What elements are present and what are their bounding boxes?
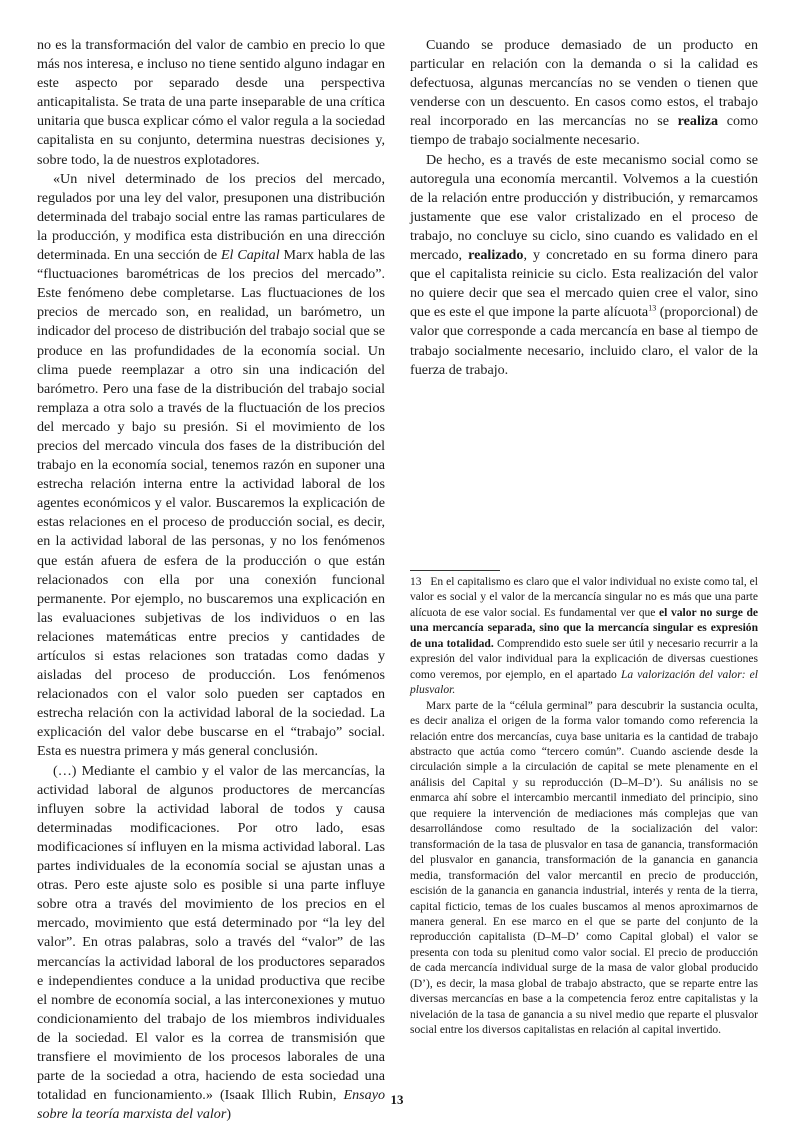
page-number: 13 (390, 1092, 404, 1107)
quote-paragraph: «Un nivel determinado de los precios del mercado, regulados por una ley del valor, presuponen una distribución determinada del trabajo social entre las ramas particulares de la producción, y modifica esta distribución en una dirección determinada. En una sección de El Capital Marx habla de las “fluctuaciones barométricas de los precios del mercado”. Este fenómeno debe completarse. Las fluctuaciones de los precios de mercado son, en realidad, un barómetro, un indicador del proceso de distribución del trabajo social que se produce en las profundidades de la economía social. Un clima puede reemplazar a otro sin una indicación del barómetro. Pero una fase de la distribución del trabajo social remplaza a otra solo a través de la fluctuación de los precios del mercado y bajo su presión. Si el movimiento de los precios del mercado vincula dos fases de la distribución del trabajo en la economía social, tenemos razón en suponer una estrecha relación interna entre la actividad laboral de los agentes económicos y el valor. Buscaremos la explicación de estas relaciones en el proceso de producción social, es decir, en la actividad laboral de las personas, y no los fenómenos que están afuera de esfera de la producción o que están relacionados con ella por una conexión funcional permanente. Por ejemplo, no buscaremos una explicación en las evaluaciones subjetivas de los individuos o en las relaciones matemáticas entre precios y cantidades de artículos si estas relaciones son tratadas como dadas y aisladas del proceso de producción. Los fenómenos relacionados con el valor solo pueden ser captados en estrecha relación con la actividad laboral de la sociedad. La explicación del valor debe buscarse en el “trabajo” social. Esta es nuestra primera y más general conclusión. (37, 170, 385, 760)
footnote-number: 13 (410, 576, 422, 588)
left-column (37, 36, 385, 1124)
book-title: El Capital (220, 247, 280, 264)
footnote-paragraph: Marx parte de la “célula germinal” para descubrir la sustancia oculta, es decir analiza el origen de la forma valor tomando como referencia la relación entre dos mercancías, cuya base unitaria es la cantidad de trabajo abstracto que actúa como “tercero común”. Cuando asciende desde la circulación simple a la circulación de capital se mete plenamente en el análisis del Capital y su reproducción (D–M–D’). Su análisis no se enmarca ahí sobre el intercambio mercantil inmediato del principio, sino que requiere la intervención de mediaciones más complejas que van desarrollándose como resultado de la socialización del valor: transformación de la tasa de plusvalor en tasa de ganancia, transformación del plusvalor en ganancia, transformación de la ganancia en ganancia media, transformación del valor mercantil en precio de producción, escisión de la ganancia en ganancia industrial, interés y renta de la tierra, capital ficticio, temas de los cuales buscamos al menos aproximarnos de manera general. En ese marco en el que se parte del conjunto de la reproducción capitalista (D–M–D’ como Capital global) el valor se presenta con toda su plenitud como valor social. El precio de producción de cada mercancía individual surge de la masa de valor global producido (D’), es decir, la masa global de trabajo abstracto, que se reparte entre las diversas mercancías en base a la competencia feroz entre capitalistas y la nivelación de la tasa de ganancia a su nivel medio que reparte el plusvalor social entre los diversos capitalistas en relación al capital invertido. (410, 699, 758, 1037)
quote-paragraph: (…) Mediante el cambio y el valor de las mercancías, la actividad laboral de algunos productores de mercancías influyen sobre la actividad laboral de todos y causa determinadas modificaciones. Por otro lado, esas modificaciones sí influyen en la misma actividad laboral. Las partes individuales de la economía social se ajustan unas a otras. Pero este ajuste solo es posible si una parte influye sobre otra a través del movimiento de los precios en el mercado, movimiento que está determinado por “la ley del valor”. En otras palabras, solo a través del “valor” de las mercancías la actividad laboral de los productores separados e independientes conduce a la unidad productiva que recibe el nombre de economía social, a las interconexiones y mutuo condicionamiento del trabajo de los miembros individuales de la sociedad. El valor es la correa de transmisión que transfiere el movimiento de los procesos laborales de una parte de la sociedad a otra, haciendo de esta sociedad una totalidad en funcionamiento.» (Isaak Illich Rubin, Ensayo sobre la teoría marxista del valor) (37, 762, 385, 1123)
footnote: 13 En el capitalismo es claro que el valor individual no existe como tal, el valor es social y el valor de la mercancía singular no es más que una parte alícuota de ese valor social. Es fundamental ver que el valor no surge de una mercancía separada, sino que la mercancía singular es expresión de una totalidad. Comprendido esto suele ser útil y necesario recurrir a la expresión del valor individual para la explicación de diversas cuestiones como veremos, por ejemplo, en el apartado La valorización del valor: el plusvalor. (410, 576, 758, 697)
footnote-separator (410, 570, 500, 571)
body-paragraph: no es la transformación del valor de cambio en precio lo que más nos interesa, e incluso no tiene sentido alguno indagar en este aspecto por separado desde una perspectiva anticapitalista. Se trata de una parte inseparable de una crítica unitaria que busca explicar cómo el valor regula a la sociedad capitalista en su conjunto, determina nuestras decisiones y, sobre todo, la de nuestros explotadores. (37, 37, 385, 168)
body-paragraph: De hecho, es a través de este mecanismo social como se autoregula una economía mercantil. Volvemos a la cuestión de la relación entre producción y distribución, y remarcamos justamente que ese valor cristalizado en el proceso de trabajo, no concluye su ciclo, sino cuando es validado en el mercado, realizado, y concretado en su forma dinero para que el capitalista reinicie su ciclo. Esta realización del valor no quiere decir que sea el mercado quien cree el valor, sino que es este el que impone la parte alícuota$^{13}$ (proporcional) de valor que corresponde a cada mercancía en base al tiempo de trabajo socialmente necesario, incluido claro, el valor de la fuerza de trabajo. (410, 151, 758, 378)
footnotes (410, 575, 758, 1039)
footnote-reference[interactable]: 13 (648, 303, 657, 313)
book-title: Ensayo sobre la teoría marxista del valor (37, 1087, 385, 1123)
body-paragraph: Cuando se produce demasiado de un producto en particular en relación con la demanda o si la calidad es defectuosa, algunas mercancías no se venden o tienen que venderse con un descuento. En casos como estos, el trabajo real incorporado en las mercancías no se realiza como tiempo de trabajo socialmente necesario. (410, 37, 758, 149)
right-column (410, 36, 758, 380)
